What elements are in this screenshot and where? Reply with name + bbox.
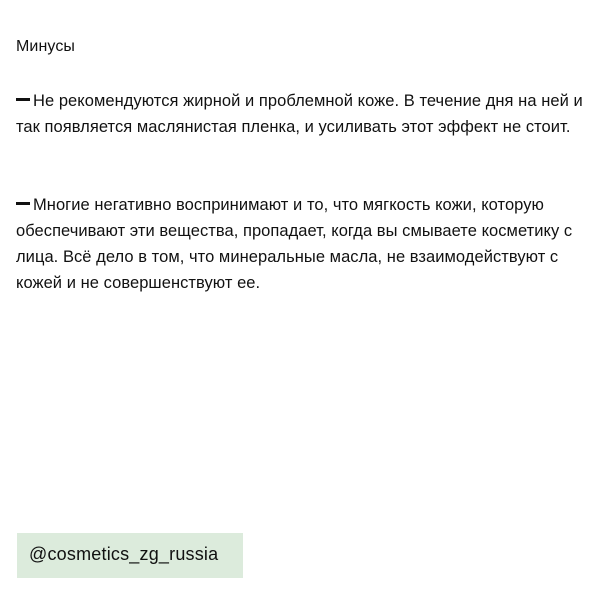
dash-icon	[16, 202, 30, 205]
list-item	[16, 88, 591, 140]
list-item-text: Не рекомендуются жирной и проблемной коже. В течение дня на ней и так появляется маслянистая пленка, и усиливать этот эффект не стоит.	[16, 92, 583, 136]
dash-icon	[16, 98, 30, 101]
list-item	[16, 192, 591, 296]
account-handle: @cosmetics_zg_russia	[29, 544, 219, 564]
page-title: Минусы	[16, 38, 76, 55]
handle-badge	[17, 533, 243, 578]
list-item-text: Многие негативно воспринимают и то, что мягкость кожи, которую обеспечивают эти вещества, пропадает, когда вы смываете косметику с лица. Всё дело в том, что минеральные масла, не взаимодействуют с кожей и не совершенствуют ее.	[16, 196, 573, 292]
